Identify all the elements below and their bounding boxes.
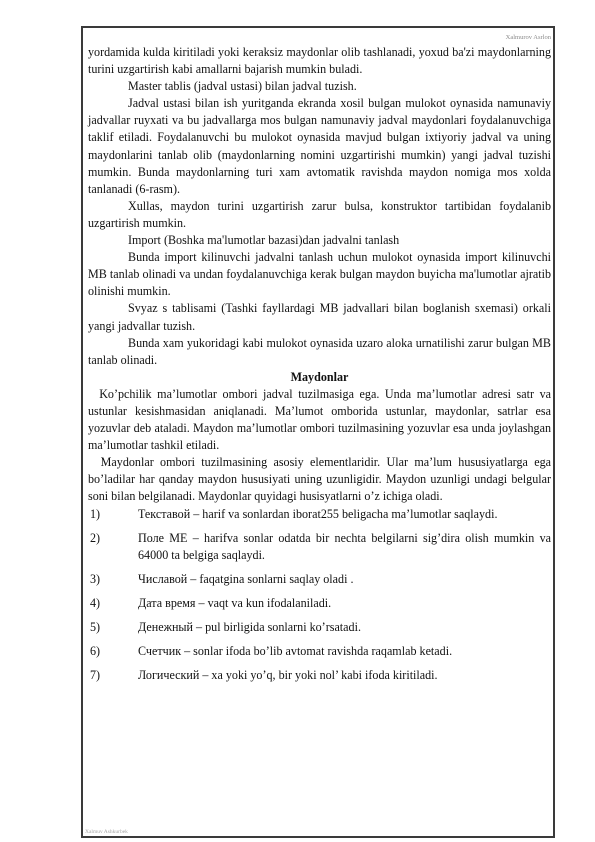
paragraph: Bunda import kilinuvchi jadvalni tanlash uchun mulokot oynasida import kilinuvchi MB tanlab olinadi va undan foydalanuvchiga kerak bulgan maydon buyicha ma'lumotlar ajratib olinishi mumkin.: [88, 250, 551, 299]
paragraph: Import (Boshka ma'lumotlar bazasi)dan jadvalni tanlash: [128, 233, 400, 248]
list-item: 6) Счетчик – sonlar ifoda bo’lib avtomat ravishda raqamlab ketadi.: [90, 644, 453, 659]
paragraph: Xullas, maydon turini uzgartirish zarur bulsa, konstruktor tartibidan foydalanib uzgartirish mumkin.: [88, 198, 551, 230]
list-item: 2) Поле ME – harifva sonlar odatda bir nechta belgilarni sig’dira olish mumkin va 64000 ta belgiga saqlaydi.: [90, 530, 551, 562]
list-item: 3) Числавой – faqatgina sonlarni saqlay oladi .: [90, 571, 354, 586]
page-footer: Xalmuv Ashkurbek: [85, 829, 128, 835]
paragraph: Jadval ustasi bilan ish yuritganda ekranda xosil bulgan mulokot oynasida namunaviy jadvallar ruyxati va bu jadvallarga mos bulgan namunaviy jadval maydonlari foydalanuvchiga taklif etiladi. Foydalanuvchi bu mulokot oynasida mavjud bulgan ixtiyoriy jadval va uning maydonlarini tanlab olib (maydonlarning nomini uzgartirishi mumkin) yangi jadval tuzishi mumkin. Bunda maydonlarning turi xam avtomatik ravishda maydon nomiga mos xolda tanlanadi (6-rasm).: [88, 96, 551, 196]
paragraph: Svyaz s tablisami (Tashki fayllardagi MB jadvallari bilan boglanish sxemasi) orkali yangi jadvallar tuzish.: [88, 301, 551, 333]
paragraph: Ko’pchilik ma’lumotlar ombori jadval tuzilmasiga ega. Unda ma’lumotlar adresi satr va ustunlar kesishmasidan aniqlanadi. Ma’lumot omborida ustunlar, maydonlar, satrlar esa yozuvlar deb ataladi. Maydon ma’lumotlar ombori tuzilmasining yozuvlar esa unda joylashgan ma’lumotlar tashkil etiladi.: [88, 386, 552, 453]
paragraph: Bunda xam yukoridagi kabi mulokot oynasida uzaro aloka urnatilishi zarur bulgan MB tanlab olinadi.: [88, 335, 551, 367]
section-heading: Maydonlar: [290, 369, 349, 384]
list-item: 7) Логический – xa yoki yo’q, bir yoki nol’ kabi ifoda kiritiladi.: [90, 668, 438, 683]
page-header: Xalmurov Asrlon: [505, 34, 551, 41]
document-body: [88, 44, 551, 684]
list-item: 1) Текставой – harif va sonlardan iborat255 beligacha ma’lumotlar saqlaydi.: [90, 506, 498, 521]
list-item: 5) Денежный – pul birligida sonlarni ko’rsatadi.: [90, 620, 361, 634]
paragraph: Maydonlar ombori tuzilmasining asosiy elementlaridir. Ular ma’lum hususiyatlarga ega bo’ladilar har qanday maydon hususiyati uning uzunligidir. Maydon uzunligi undagi belgular soni bilan belgilanadi. Maydonlar quyidagi husisyatlarni o’z ichiga oladi.: [88, 455, 552, 504]
paragraph: yordamida kulda kiritiladi yoki keraksiz maydonlar olib tashlanadi, yoxud ba'zi maydonlarning turini uzgartirish kabi amallarni bajarish mumkin buladi.: [88, 45, 551, 77]
paragraph: Master tablis (jadval ustasi) bilan jadval tuzish.: [128, 79, 357, 94]
list-item: 4) Дата время – vaqt va kun ifodalaniladi.: [90, 595, 332, 610]
